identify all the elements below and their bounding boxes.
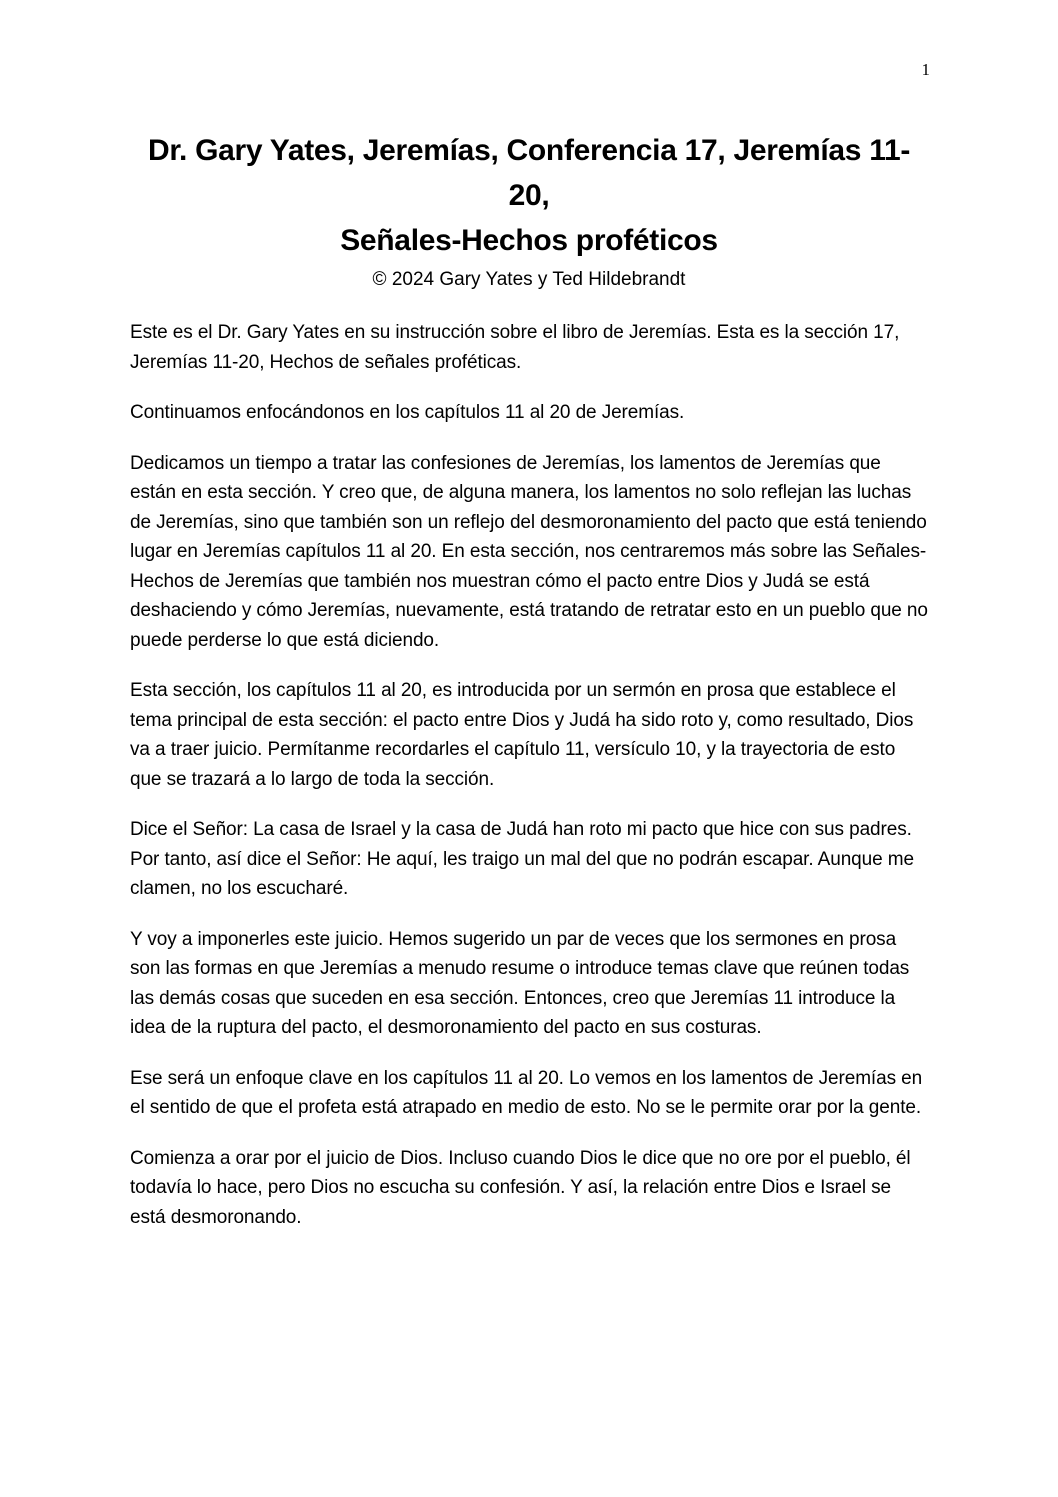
document-header bbox=[80, 128, 978, 291]
paragraph-2: Continuamos enfocándonos en los capítulos 11 al 20 de Jeremías. bbox=[130, 402, 685, 423]
paragraph-1: Este es el Dr. Gary Yates en su instrucción sobre el libro de Jeremías. Esta es la sección 17, Jeremías 11-20, Hechos de señales proféticas. bbox=[130, 322, 900, 373]
title-line-3: Señales-Hechos proféticos bbox=[340, 224, 718, 257]
title-line-1: Dr. Gary Yates, Jeremías, Conferencia 17, Jeremías 11- bbox=[147, 134, 911, 167]
paragraph-4: Esta sección, los capítulos 11 al 20, es introducida por un sermón en prosa que establece el tema principal de esta sección: el pacto entre Dios y Judá ha sido roto y, como resultado, Dios va a traer juicio. Permítanme recordarles el capítulo 11, versículo 10, y la trayectoria de esto que se trazará a lo largo de toda la sección. bbox=[130, 680, 914, 790]
paragraph-5: Dice el Señor: La casa de Israel y la casa de Judá han roto mi pacto que hice con sus padres. Por tanto, así dice el Señor: He aquí, les traigo un mal del que no podrán escapar. Aunque me clamen, no los escucharé. bbox=[130, 819, 914, 899]
paragraph-8: Comienza a orar por el juicio de Dios. Incluso cuando Dios le dice que no ore por el pueblo, él todavía lo hace, pero Dios no escucha su confesión. Y así, la relación entre Dios e Israel se está desmoronando. bbox=[130, 1147, 911, 1228]
copyright-line: © 2024 Gary Yates y Ted Hildebrandt bbox=[372, 269, 686, 290]
paragraph-3: Dedicamos un tiempo a tratar las confesiones de Jeremías, los lamentos de Jeremías que están en esta sección. Y creo que, de alguna manera, los lamentos no solo reflejan las luchas de Jeremías, sino que también son un reflejo del desmoronamiento del pacto que está teniendo lugar en Jeremías capítulos 11 al 20. En esta sección, nos centraremos más sobre las Señales-Hechos de Jeremías que también nos muestran cómo el pacto entre Dios y Judá se está deshaciendo y cómo Jeremías, nuevamente, está tratando de retratar esto en un pueblo que no puede perderse lo que está diciendo. bbox=[130, 452, 928, 651]
paragraph-6: Y voy a imponerles este juicio. Hemos sugerido un par de veces que los sermones en prosa son las formas en que Jeremías a menudo resume o introduce temas clave que reúnen todas las demás cosas que suceden en esa sección. Entonces, creo que Jeremías 11 introduce la idea de la ruptura del pacto, el desmoronamiento del pacto en sus costuras. bbox=[130, 928, 910, 1038]
document-body bbox=[130, 318, 930, 1232]
page-number: 1 bbox=[921, 60, 930, 79]
document-title bbox=[80, 128, 978, 263]
paragraph-7: Ese será un enfoque clave en los capítulos 11 al 20. Lo vemos en los lamentos de Jeremías en el sentido de que el profeta está atrapado en medio de esto. No se le permite orar por la gente. bbox=[130, 1067, 923, 1118]
title-line-2: 20, bbox=[508, 179, 550, 212]
